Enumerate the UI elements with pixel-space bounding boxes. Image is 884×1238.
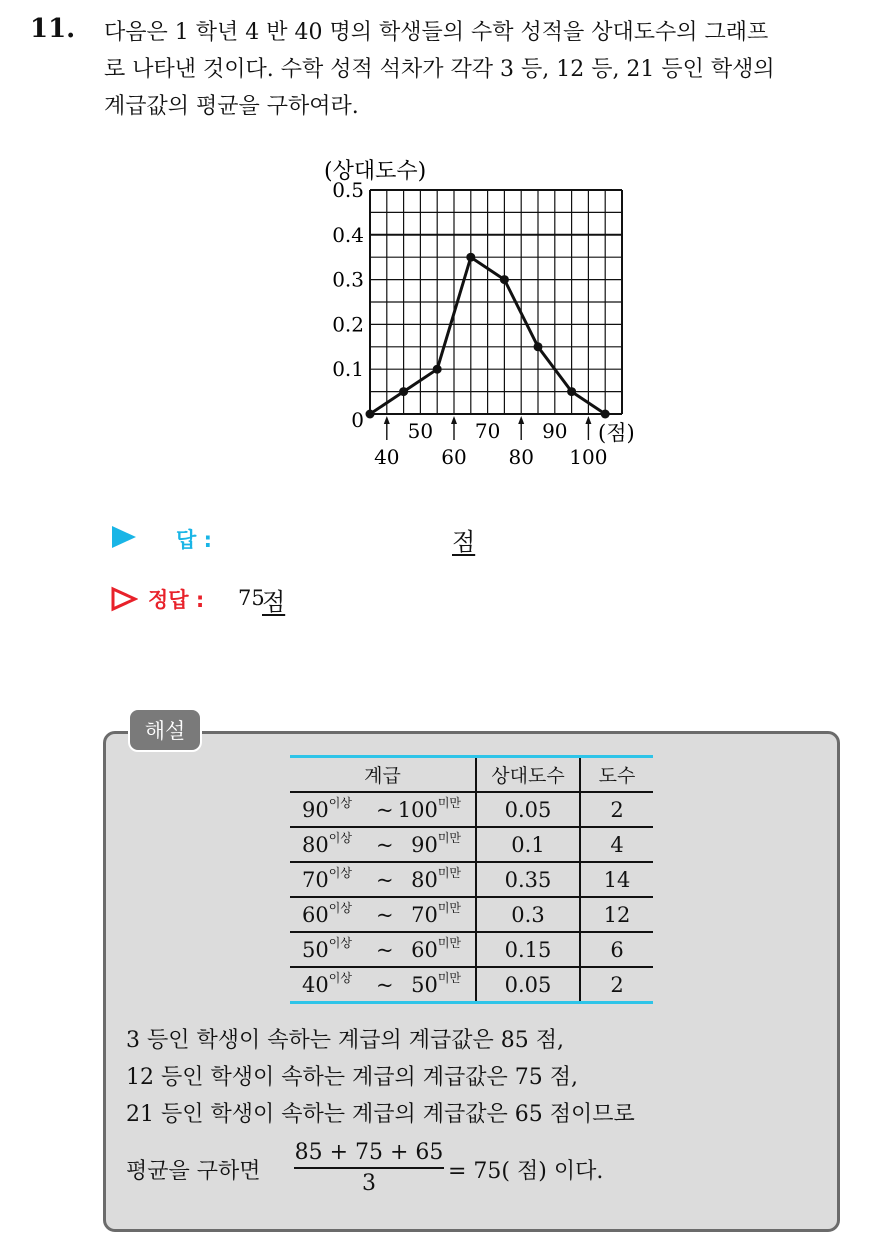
relative-frequency-chart <box>310 150 660 480</box>
data-point <box>366 410 375 419</box>
correct-marker-icon <box>110 586 138 612</box>
table-cell-frequency: 2 <box>580 967 653 1003</box>
chart-x-tick-labels <box>374 416 607 469</box>
class-tilde: ~ <box>376 938 394 962</box>
data-point <box>534 342 543 351</box>
table-cell-relative: 0.05 <box>476 792 580 827</box>
x-tick-arrowhead <box>585 416 591 424</box>
fraction <box>294 1140 444 1196</box>
explanation-tag: 해설 <box>128 708 202 752</box>
chart-x-axis-unit: (점) <box>598 421 635 445</box>
answer-unit: 점 <box>452 528 476 556</box>
explanation-line: 3 등인 학생이 속하는 계급의 계급값은 85 점, <box>126 1028 564 1053</box>
data-point <box>433 365 442 374</box>
x-tick-label: 100 <box>569 445 608 469</box>
data-point <box>567 387 576 396</box>
table-cell-relative: 0.35 <box>476 862 580 897</box>
table-cell-class <box>290 862 476 897</box>
correct-answer-unit: 점 <box>262 588 286 616</box>
x-tick-label: 60 <box>441 445 467 469</box>
class-tilde: ~ <box>376 833 394 857</box>
table-cell-class <box>290 827 476 862</box>
correct-answer-row <box>110 580 410 620</box>
class-high: $70^{미만}$ <box>411 901 461 927</box>
class-tilde: ~ <box>376 973 394 997</box>
table-cell-relative: 0.15 <box>476 932 580 967</box>
question-line: 계급값의 평균을 구하여라. <box>104 94 359 119</box>
final-suffix: = 75( 점) 이다. <box>448 1159 604 1184</box>
answer-marker-icon <box>110 524 138 550</box>
class-tilde: ~ <box>376 798 394 822</box>
fraction-numerator: 85 + 75 + 65 <box>294 1140 444 1169</box>
table-header-row <box>290 757 653 793</box>
correct-answer-label: 정답 : <box>148 588 205 612</box>
table-header-frequency: 도수 <box>580 757 653 793</box>
correct-answer-value: 75 <box>238 586 265 610</box>
y-tick-label: 0.1 <box>332 357 364 382</box>
data-point <box>399 387 408 396</box>
x-tick-label: 40 <box>374 445 400 469</box>
table-row <box>290 827 653 862</box>
table-cell-class <box>290 897 476 932</box>
answer-label: 답 : <box>176 528 212 552</box>
table-row <box>290 792 653 827</box>
class-low: $50^{이상}$ <box>302 936 352 962</box>
class-low: $80^{이상}$ <box>302 831 352 857</box>
x-tick-arrowhead <box>451 416 457 424</box>
question-text <box>104 14 864 125</box>
y-tick-label: 0.2 <box>332 312 364 337</box>
class-high: $50^{미만}$ <box>411 971 461 997</box>
x-tick-arrowhead <box>384 416 390 424</box>
table-cell-frequency: 2 <box>580 792 653 827</box>
x-tick-label: 70 <box>474 419 501 443</box>
table-header-class: 계급 <box>290 757 476 793</box>
question-line: 로 나타낸 것이다. 수학 성적 석차가 각각 3 등, 12 등, 21 등인 학생의 <box>104 57 775 82</box>
table-row <box>290 932 653 967</box>
data-point <box>500 275 509 284</box>
class-low: $60^{이상}$ <box>302 901 352 927</box>
chart-grid <box>370 190 622 414</box>
table-cell-frequency: 14 <box>580 862 653 897</box>
y-tick-label: 0.5 <box>332 178 364 202</box>
explanation-line: 12 등인 학생이 속하는 계급의 계급값은 75 점, <box>126 1065 578 1090</box>
explanation-final-line <box>126 1140 726 1200</box>
fraction-denominator: 3 <box>362 1171 376 1196</box>
table-row <box>290 897 653 932</box>
x-tick-label: 90 <box>542 419 568 443</box>
class-low: $90^{이상}$ <box>302 796 352 822</box>
table-cell-class <box>290 932 476 967</box>
class-low: $40^{이상}$ <box>302 971 352 997</box>
data-point <box>601 410 610 419</box>
class-high: $90^{미만}$ <box>411 831 461 857</box>
x-tick-label: 50 <box>407 419 434 443</box>
data-point <box>466 253 475 262</box>
y-tick-label: 0 <box>351 408 364 432</box>
table-cell-class <box>290 967 476 1003</box>
distribution-table <box>290 755 653 1004</box>
final-prefix: 평균을 구하면 <box>126 1159 261 1184</box>
question-number: 11. <box>30 14 76 44</box>
explanation-line: 21 등인 학생이 속하는 계급의 계급값은 65 점이므로 <box>126 1102 635 1127</box>
table-row <box>290 967 653 1003</box>
answer-row <box>110 520 530 556</box>
class-high: $80^{미만}$ <box>411 866 461 892</box>
table-cell-relative: 0.1 <box>476 827 580 862</box>
explanation-text <box>126 1022 635 1133</box>
table-row <box>290 862 653 897</box>
class-tilde: ~ <box>376 903 394 927</box>
class-high: $100^{미만}$ <box>397 796 461 822</box>
class-high: $60^{미만}$ <box>411 936 461 962</box>
table-cell-relative: 0.3 <box>476 897 580 932</box>
table-cell-class <box>290 792 476 827</box>
chart-y-axis-label: (상대도수) <box>324 159 427 184</box>
table-cell-frequency: 4 <box>580 827 653 862</box>
x-tick-label: 80 <box>508 445 534 469</box>
class-low: $70^{이상}$ <box>302 866 352 892</box>
question-line: 다음은 1 학년 4 반 40 명의 학생들의 수학 성적을 상대도수의 그래프 <box>104 20 769 45</box>
table-cell-frequency: 6 <box>580 932 653 967</box>
chart-y-tick-labels <box>332 178 364 432</box>
x-tick-arrowhead <box>518 416 524 424</box>
table-header-relative: 상대도수 <box>476 757 580 793</box>
table-cell-relative: 0.05 <box>476 967 580 1003</box>
y-tick-label: 0.3 <box>332 267 364 292</box>
class-tilde: ~ <box>376 868 394 892</box>
y-tick-label: 0.4 <box>332 222 364 247</box>
table-cell-frequency: 12 <box>580 897 653 932</box>
